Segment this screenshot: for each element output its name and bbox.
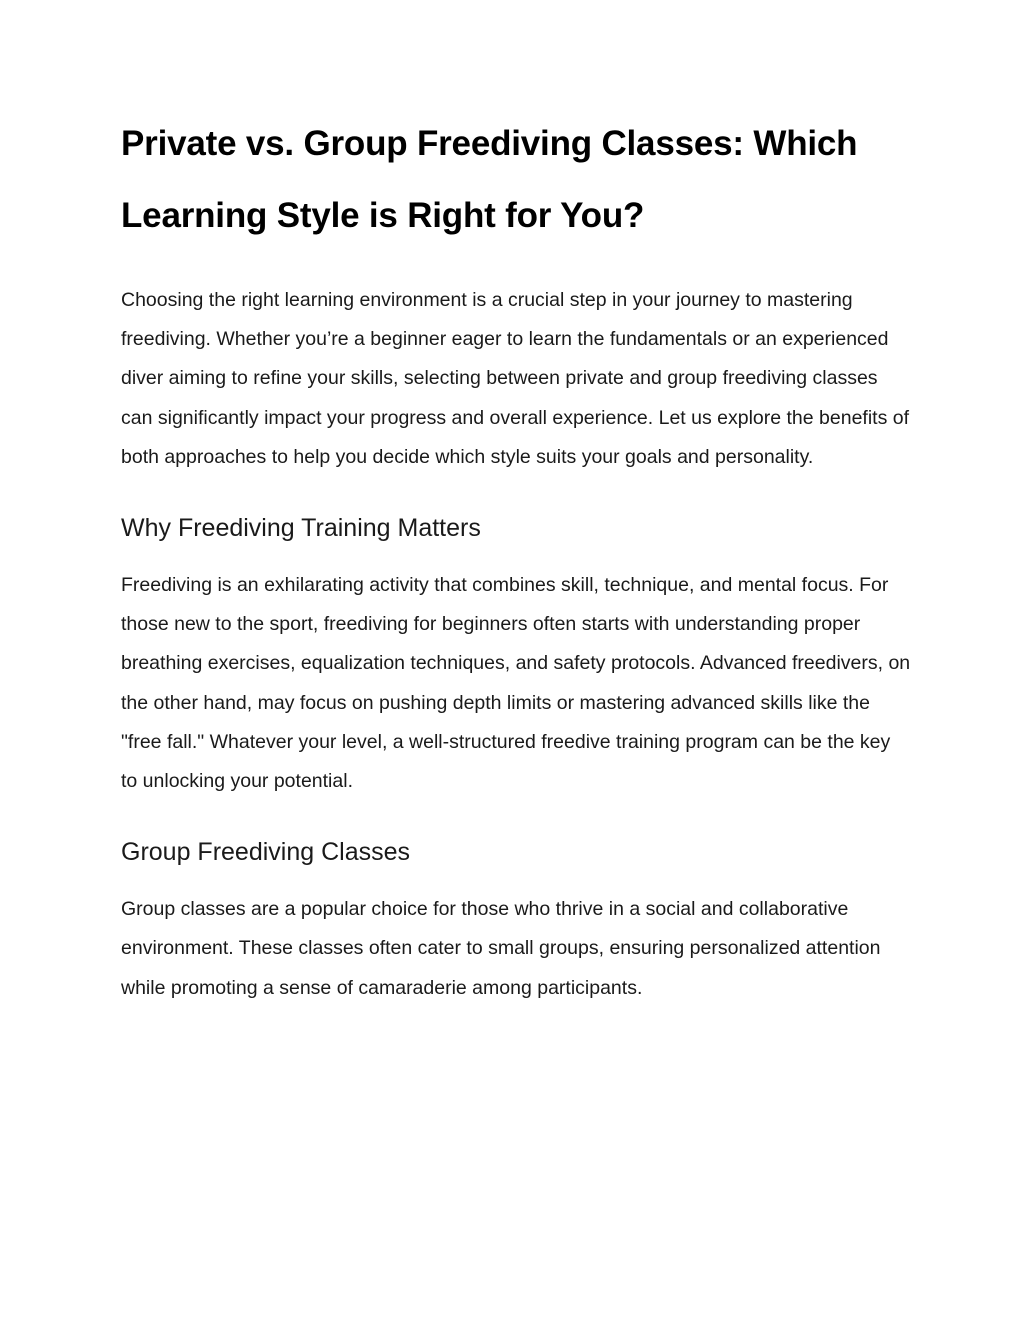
intro-paragraph: Choosing the right learning environment is a crucial step in your journey to mastering freediving. Whether you’re a beginner eager to learn the fundamentals or an experienced diver aiming to refine your skills, selecting between private and group freediving classes can significantly impact your progress and overall experience. Let us explore the benefits of both approaches to help you decide which style suits your goals and personality.	[121, 289, 910, 468]
page-title: Private vs. Group Freediving Classes: Which Learning Style is Right for You?	[121, 124, 858, 235]
document-page	[121, 108, 911, 1008]
section-heading-group-classes: Group Freediving Classes	[121, 838, 411, 867]
section-paragraph-group-classes: Group classes are a popular choice for those who thrive in a social and collaborative environment. These classes often cater to small groups, ensuring personalized attention while promoting a sense of camaraderie among participants.	[121, 898, 881, 999]
section-heading-why-training-matters: Why Freediving Training Matters	[121, 514, 481, 543]
section-paragraph-why-training-matters: Freediving is an exhilarating activity that combines skill, technique, and mental focus. For those new to the sport, freediving for beginners often starts with understanding proper breathing exercises, equalization techniques, and safety protocols. Advanced freedivers, on the other hand, may focus on pushing depth limits or mastering advanced skills like the "free fall." Whatever your level, a well-structured freedive training program can be the key to unlocking your potential.	[121, 574, 911, 793]
